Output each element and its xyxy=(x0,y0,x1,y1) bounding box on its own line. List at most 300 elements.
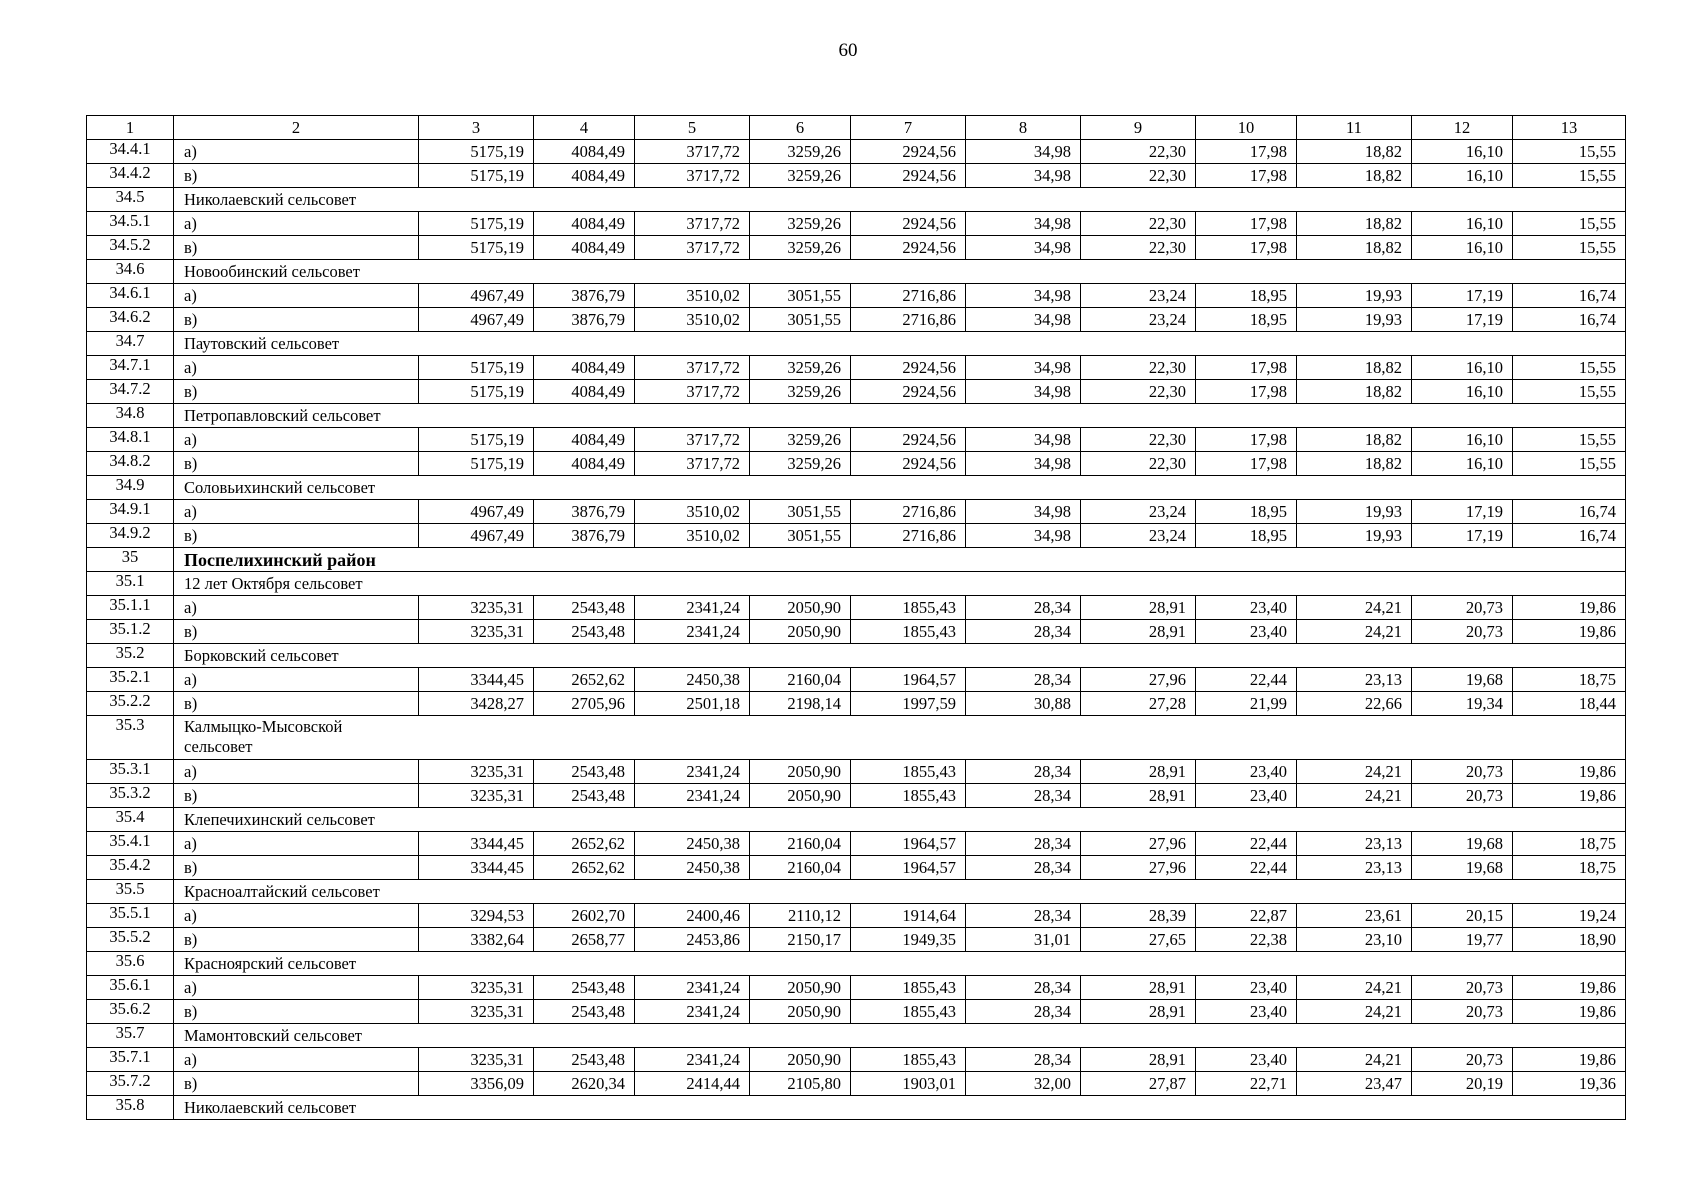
value-cell: 18,82 xyxy=(1297,356,1412,380)
section-row xyxy=(87,404,1626,428)
value-cell: 3428,27 xyxy=(419,692,534,716)
value-cell: 3294,53 xyxy=(419,904,534,928)
row-code: 34.5 xyxy=(87,188,174,212)
value-cell: 2050,90 xyxy=(750,784,851,808)
value-cell: 16,10 xyxy=(1412,164,1513,188)
row-code: 35.6.2 xyxy=(87,1000,174,1024)
value-cell: 34,98 xyxy=(966,428,1081,452)
column-header: 10 xyxy=(1196,116,1297,140)
value-cell: 22,71 xyxy=(1196,1072,1297,1096)
title-text: Красноалтайский сельсовет xyxy=(184,881,380,901)
value-cell: 2160,04 xyxy=(750,832,851,856)
value-cell: 23,40 xyxy=(1196,620,1297,644)
value-cell: 3717,72 xyxy=(635,236,750,260)
value-cell: 18,95 xyxy=(1196,284,1297,308)
value-cell: 3235,31 xyxy=(419,1000,534,1024)
value-cell: 2652,62 xyxy=(534,832,635,856)
value-cell: 3510,02 xyxy=(635,308,750,332)
value-cell: 21,99 xyxy=(1196,692,1297,716)
value-cell: 3051,55 xyxy=(750,524,851,548)
value-cell: 30,88 xyxy=(966,692,1081,716)
value-cell: 3356,09 xyxy=(419,1072,534,1096)
row-code: 35.2.2 xyxy=(87,692,174,716)
value-cell: 2160,04 xyxy=(750,856,851,880)
section-title xyxy=(174,880,1626,904)
value-cell: 2450,38 xyxy=(635,832,750,856)
row-label: в) xyxy=(174,692,419,716)
value-cell: 18,90 xyxy=(1513,928,1626,952)
header-row xyxy=(87,116,1626,140)
value-cell: 5175,19 xyxy=(419,212,534,236)
value-cell: 3051,55 xyxy=(750,500,851,524)
value-cell: 22,30 xyxy=(1081,380,1196,404)
row-code: 35.3.2 xyxy=(87,784,174,808)
value-cell: 28,34 xyxy=(966,668,1081,692)
row-label: в) xyxy=(174,380,419,404)
value-cell: 2716,86 xyxy=(851,500,966,524)
value-cell: 28,91 xyxy=(1081,1048,1196,1072)
column-header: 11 xyxy=(1297,116,1412,140)
value-cell: 18,82 xyxy=(1297,380,1412,404)
value-cell: 2341,24 xyxy=(635,620,750,644)
value-cell: 3717,72 xyxy=(635,452,750,476)
row-code: 35.7.2 xyxy=(87,1072,174,1096)
value-cell: 3876,79 xyxy=(534,284,635,308)
value-cell: 4967,49 xyxy=(419,524,534,548)
value-cell: 19,93 xyxy=(1297,284,1412,308)
value-cell: 31,01 xyxy=(966,928,1081,952)
value-cell: 28,34 xyxy=(966,904,1081,928)
value-cell: 5175,19 xyxy=(419,380,534,404)
value-cell: 23,24 xyxy=(1081,500,1196,524)
table-row xyxy=(87,784,1626,808)
value-cell: 1997,59 xyxy=(851,692,966,716)
value-cell: 2716,86 xyxy=(851,524,966,548)
value-cell: 18,75 xyxy=(1513,668,1626,692)
row-code: 34.4.1 xyxy=(87,140,174,164)
title-text: Калмыцко-Мысовской сельсовет xyxy=(184,717,343,756)
value-cell: 3235,31 xyxy=(419,760,534,784)
section-title xyxy=(174,1096,1626,1120)
value-cell: 27,96 xyxy=(1081,856,1196,880)
value-cell: 17,19 xyxy=(1412,284,1513,308)
value-cell: 24,21 xyxy=(1297,760,1412,784)
value-cell: 2658,77 xyxy=(534,928,635,952)
row-code: 35.5.2 xyxy=(87,928,174,952)
table-row xyxy=(87,380,1626,404)
value-cell: 2450,38 xyxy=(635,856,750,880)
row-code: 35.1.2 xyxy=(87,620,174,644)
column-header: 3 xyxy=(419,116,534,140)
value-cell: 3259,26 xyxy=(750,140,851,164)
value-cell: 3051,55 xyxy=(750,308,851,332)
value-cell: 19,24 xyxy=(1513,904,1626,928)
value-cell: 2110,12 xyxy=(750,904,851,928)
value-cell: 23,13 xyxy=(1297,668,1412,692)
value-cell: 17,19 xyxy=(1412,308,1513,332)
row-label: а) xyxy=(174,976,419,1000)
row-code: 35.1.1 xyxy=(87,596,174,620)
value-cell: 27,65 xyxy=(1081,928,1196,952)
value-cell: 2543,48 xyxy=(534,760,635,784)
column-header: 6 xyxy=(750,116,851,140)
value-cell: 5175,19 xyxy=(419,140,534,164)
value-cell: 28,91 xyxy=(1081,760,1196,784)
title-text: Поспелихинский район xyxy=(184,549,376,570)
value-cell: 16,10 xyxy=(1412,212,1513,236)
value-cell: 15,55 xyxy=(1513,428,1626,452)
value-cell: 24,21 xyxy=(1297,620,1412,644)
value-cell: 18,82 xyxy=(1297,140,1412,164)
value-cell: 1964,57 xyxy=(851,856,966,880)
column-header: 8 xyxy=(966,116,1081,140)
row-label: в) xyxy=(174,452,419,476)
row-code: 35.4.2 xyxy=(87,856,174,880)
value-cell: 28,34 xyxy=(966,976,1081,1000)
column-header: 12 xyxy=(1412,116,1513,140)
value-cell: 27,96 xyxy=(1081,668,1196,692)
value-cell: 24,21 xyxy=(1297,784,1412,808)
value-cell: 4084,49 xyxy=(534,212,635,236)
value-cell: 3510,02 xyxy=(635,284,750,308)
row-code: 34.5.2 xyxy=(87,236,174,260)
value-cell: 2105,80 xyxy=(750,1072,851,1096)
value-cell: 3259,26 xyxy=(750,164,851,188)
title-text: Николаевский сельсовет xyxy=(184,189,357,209)
table-row xyxy=(87,164,1626,188)
table-body xyxy=(87,116,1626,1120)
row-code: 34.7.1 xyxy=(87,356,174,380)
table-row xyxy=(87,760,1626,784)
value-cell: 2716,86 xyxy=(851,308,966,332)
value-cell: 19,86 xyxy=(1513,596,1626,620)
value-cell: 1855,43 xyxy=(851,784,966,808)
title-text: 12 лет Октября сельсовет xyxy=(184,573,363,593)
value-cell: 2716,86 xyxy=(851,284,966,308)
row-code: 34.8.2 xyxy=(87,452,174,476)
value-cell: 4084,49 xyxy=(534,236,635,260)
row-code: 35 xyxy=(87,548,174,572)
value-cell: 3510,02 xyxy=(635,524,750,548)
value-cell: 3876,79 xyxy=(534,500,635,524)
title-text: Паутовский сельсовет xyxy=(184,333,340,353)
value-cell: 2924,56 xyxy=(851,428,966,452)
value-cell: 17,98 xyxy=(1196,380,1297,404)
row-code: 34.9 xyxy=(87,476,174,500)
value-cell: 15,55 xyxy=(1513,212,1626,236)
row-code: 34.5.1 xyxy=(87,212,174,236)
table-row xyxy=(87,500,1626,524)
section-title xyxy=(174,260,1626,284)
value-cell: 2341,24 xyxy=(635,1000,750,1024)
value-cell: 34,98 xyxy=(966,356,1081,380)
value-cell: 18,75 xyxy=(1513,856,1626,880)
value-cell: 3235,31 xyxy=(419,596,534,620)
row-label: в) xyxy=(174,164,419,188)
value-cell: 4084,49 xyxy=(534,164,635,188)
row-label: в) xyxy=(174,308,419,332)
value-cell: 18,75 xyxy=(1513,832,1626,856)
value-cell: 1855,43 xyxy=(851,1048,966,1072)
value-cell: 23,13 xyxy=(1297,832,1412,856)
value-cell: 4967,49 xyxy=(419,284,534,308)
section-title xyxy=(174,572,1626,596)
value-cell: 16,10 xyxy=(1412,236,1513,260)
value-cell: 19,86 xyxy=(1513,1000,1626,1024)
value-cell: 1855,43 xyxy=(851,596,966,620)
value-cell: 3717,72 xyxy=(635,212,750,236)
value-cell: 34,98 xyxy=(966,140,1081,164)
value-cell: 2341,24 xyxy=(635,976,750,1000)
value-cell: 32,00 xyxy=(966,1072,1081,1096)
value-cell: 2924,56 xyxy=(851,380,966,404)
value-cell: 3382,64 xyxy=(419,928,534,952)
value-cell: 19,36 xyxy=(1513,1072,1626,1096)
value-cell: 1855,43 xyxy=(851,760,966,784)
section-row xyxy=(87,1096,1626,1120)
value-cell: 2501,18 xyxy=(635,692,750,716)
row-label: а) xyxy=(174,284,419,308)
value-cell: 15,55 xyxy=(1513,356,1626,380)
value-cell: 4967,49 xyxy=(419,500,534,524)
value-cell: 18,82 xyxy=(1297,236,1412,260)
section-title xyxy=(174,404,1626,428)
value-cell: 18,95 xyxy=(1196,500,1297,524)
value-cell: 24,21 xyxy=(1297,596,1412,620)
value-cell: 2924,56 xyxy=(851,452,966,476)
value-cell: 2050,90 xyxy=(750,1048,851,1072)
value-cell: 3717,72 xyxy=(635,164,750,188)
value-cell: 16,10 xyxy=(1412,356,1513,380)
value-cell: 2198,14 xyxy=(750,692,851,716)
value-cell: 2050,90 xyxy=(750,976,851,1000)
table-row xyxy=(87,524,1626,548)
value-cell: 4084,49 xyxy=(534,356,635,380)
value-cell: 19,86 xyxy=(1513,1048,1626,1072)
value-cell: 18,95 xyxy=(1196,308,1297,332)
row-label: в) xyxy=(174,856,419,880)
value-cell: 19,93 xyxy=(1297,500,1412,524)
value-cell: 23,40 xyxy=(1196,784,1297,808)
value-cell: 22,44 xyxy=(1196,856,1297,880)
table-row xyxy=(87,668,1626,692)
table-row xyxy=(87,856,1626,880)
section-row xyxy=(87,1024,1626,1048)
value-cell: 3876,79 xyxy=(534,308,635,332)
section-title xyxy=(174,952,1626,976)
value-cell: 28,34 xyxy=(966,1000,1081,1024)
value-cell: 22,30 xyxy=(1081,164,1196,188)
value-cell: 28,91 xyxy=(1081,620,1196,644)
row-label: а) xyxy=(174,760,419,784)
value-cell: 3344,45 xyxy=(419,668,534,692)
value-cell: 34,98 xyxy=(966,524,1081,548)
value-cell: 2341,24 xyxy=(635,760,750,784)
value-cell: 22,30 xyxy=(1081,140,1196,164)
value-cell: 2924,56 xyxy=(851,212,966,236)
value-cell: 34,98 xyxy=(966,452,1081,476)
row-label: в) xyxy=(174,236,419,260)
table-row xyxy=(87,692,1626,716)
value-cell: 2050,90 xyxy=(750,760,851,784)
value-cell: 2924,56 xyxy=(851,164,966,188)
value-cell: 17,98 xyxy=(1196,164,1297,188)
value-cell: 3717,72 xyxy=(635,428,750,452)
column-header: 13 xyxy=(1513,116,1626,140)
value-cell: 19,77 xyxy=(1412,928,1513,952)
section-title xyxy=(174,332,1626,356)
value-cell: 20,73 xyxy=(1412,1000,1513,1024)
title-text: Мамонтовский сельсовет xyxy=(184,1025,362,1045)
value-cell: 2543,48 xyxy=(534,784,635,808)
table-row xyxy=(87,308,1626,332)
value-cell: 3510,02 xyxy=(635,500,750,524)
section-row xyxy=(87,716,1626,760)
value-cell: 2050,90 xyxy=(750,1000,851,1024)
table-row xyxy=(87,596,1626,620)
value-cell: 23,10 xyxy=(1297,928,1412,952)
value-cell: 23,24 xyxy=(1081,524,1196,548)
row-label: а) xyxy=(174,356,419,380)
value-cell: 3344,45 xyxy=(419,856,534,880)
value-cell: 2450,38 xyxy=(635,668,750,692)
row-code: 34.6.1 xyxy=(87,284,174,308)
value-cell: 2400,46 xyxy=(635,904,750,928)
value-cell: 4084,49 xyxy=(534,380,635,404)
section-row xyxy=(87,880,1626,904)
value-cell: 3259,26 xyxy=(750,452,851,476)
section-title xyxy=(174,1024,1626,1048)
value-cell: 22,66 xyxy=(1297,692,1412,716)
row-label: в) xyxy=(174,1072,419,1096)
value-cell: 20,73 xyxy=(1412,784,1513,808)
value-cell: 22,30 xyxy=(1081,452,1196,476)
value-cell: 5175,19 xyxy=(419,356,534,380)
value-cell: 28,34 xyxy=(966,760,1081,784)
value-cell: 22,30 xyxy=(1081,212,1196,236)
value-cell: 34,98 xyxy=(966,236,1081,260)
title-text: Борковский сельсовет xyxy=(184,645,339,665)
row-code: 34.7.2 xyxy=(87,380,174,404)
section-row xyxy=(87,332,1626,356)
row-code: 35.7 xyxy=(87,1024,174,1048)
value-cell: 28,91 xyxy=(1081,1000,1196,1024)
value-cell: 4084,49 xyxy=(534,140,635,164)
value-cell: 1964,57 xyxy=(851,668,966,692)
value-cell: 24,21 xyxy=(1297,1048,1412,1072)
table-row xyxy=(87,236,1626,260)
value-cell: 24,21 xyxy=(1297,1000,1412,1024)
value-cell: 18,44 xyxy=(1513,692,1626,716)
value-cell: 3717,72 xyxy=(635,380,750,404)
value-cell: 34,98 xyxy=(966,212,1081,236)
title-text: Красноярский сельсовет xyxy=(184,953,357,973)
title-text: Николаевский сельсовет xyxy=(184,1097,357,1117)
row-code: 34.8.1 xyxy=(87,428,174,452)
value-cell: 1949,35 xyxy=(851,928,966,952)
value-cell: 19,68 xyxy=(1412,832,1513,856)
column-header: 2 xyxy=(174,116,419,140)
value-cell: 20,19 xyxy=(1412,1072,1513,1096)
value-cell: 19,93 xyxy=(1297,308,1412,332)
section-title xyxy=(174,188,1626,212)
section-title xyxy=(174,716,1626,760)
value-cell: 17,98 xyxy=(1196,236,1297,260)
section-row xyxy=(87,476,1626,500)
value-cell: 1903,01 xyxy=(851,1072,966,1096)
row-code: 35.6 xyxy=(87,952,174,976)
value-cell: 28,34 xyxy=(966,832,1081,856)
value-cell: 3235,31 xyxy=(419,1048,534,1072)
value-cell: 16,10 xyxy=(1412,428,1513,452)
value-cell: 19,68 xyxy=(1412,856,1513,880)
value-cell: 2924,56 xyxy=(851,356,966,380)
section-row xyxy=(87,188,1626,212)
value-cell: 2150,17 xyxy=(750,928,851,952)
row-label: в) xyxy=(174,928,419,952)
page-number: 60 xyxy=(838,40,858,61)
value-cell: 16,10 xyxy=(1412,452,1513,476)
row-code: 35.3 xyxy=(87,716,174,760)
value-cell: 4967,49 xyxy=(419,308,534,332)
value-cell: 2543,48 xyxy=(534,596,635,620)
value-cell: 20,73 xyxy=(1412,1048,1513,1072)
value-cell: 16,74 xyxy=(1513,524,1626,548)
value-cell: 23,24 xyxy=(1081,284,1196,308)
table-row xyxy=(87,620,1626,644)
value-cell: 23,13 xyxy=(1297,856,1412,880)
section-title xyxy=(174,476,1626,500)
title-text: Клепечихинский сельсовет xyxy=(184,809,375,829)
value-cell: 24,21 xyxy=(1297,976,1412,1000)
value-cell: 1855,43 xyxy=(851,976,966,1000)
value-cell: 3235,31 xyxy=(419,976,534,1000)
value-cell: 20,73 xyxy=(1412,620,1513,644)
row-code: 35.5 xyxy=(87,880,174,904)
value-cell: 22,30 xyxy=(1081,236,1196,260)
row-code: 34.8 xyxy=(87,404,174,428)
value-cell: 28,34 xyxy=(966,596,1081,620)
table-row xyxy=(87,356,1626,380)
table-row xyxy=(87,1000,1626,1024)
value-cell: 23,40 xyxy=(1196,760,1297,784)
title-text: Новообинский сельсовет xyxy=(184,261,360,281)
value-cell: 27,87 xyxy=(1081,1072,1196,1096)
section-row xyxy=(87,952,1626,976)
row-code: 34.9.1 xyxy=(87,500,174,524)
value-cell: 28,34 xyxy=(966,620,1081,644)
table-row xyxy=(87,452,1626,476)
value-cell: 3259,26 xyxy=(750,428,851,452)
value-cell: 28,34 xyxy=(966,1048,1081,1072)
value-cell: 1914,64 xyxy=(851,904,966,928)
value-cell: 34,98 xyxy=(966,284,1081,308)
value-cell: 5175,19 xyxy=(419,428,534,452)
row-code: 34.6 xyxy=(87,260,174,284)
row-code: 35.8 xyxy=(87,1096,174,1120)
value-cell: 3051,55 xyxy=(750,284,851,308)
value-cell: 15,55 xyxy=(1513,140,1626,164)
value-cell: 19,68 xyxy=(1412,668,1513,692)
value-cell: 18,82 xyxy=(1297,452,1412,476)
value-cell: 17,98 xyxy=(1196,428,1297,452)
value-cell: 17,98 xyxy=(1196,212,1297,236)
value-cell: 4084,49 xyxy=(534,452,635,476)
value-cell: 23,40 xyxy=(1196,1000,1297,1024)
value-cell: 3344,45 xyxy=(419,832,534,856)
value-cell: 28,91 xyxy=(1081,596,1196,620)
value-cell: 2602,70 xyxy=(534,904,635,928)
